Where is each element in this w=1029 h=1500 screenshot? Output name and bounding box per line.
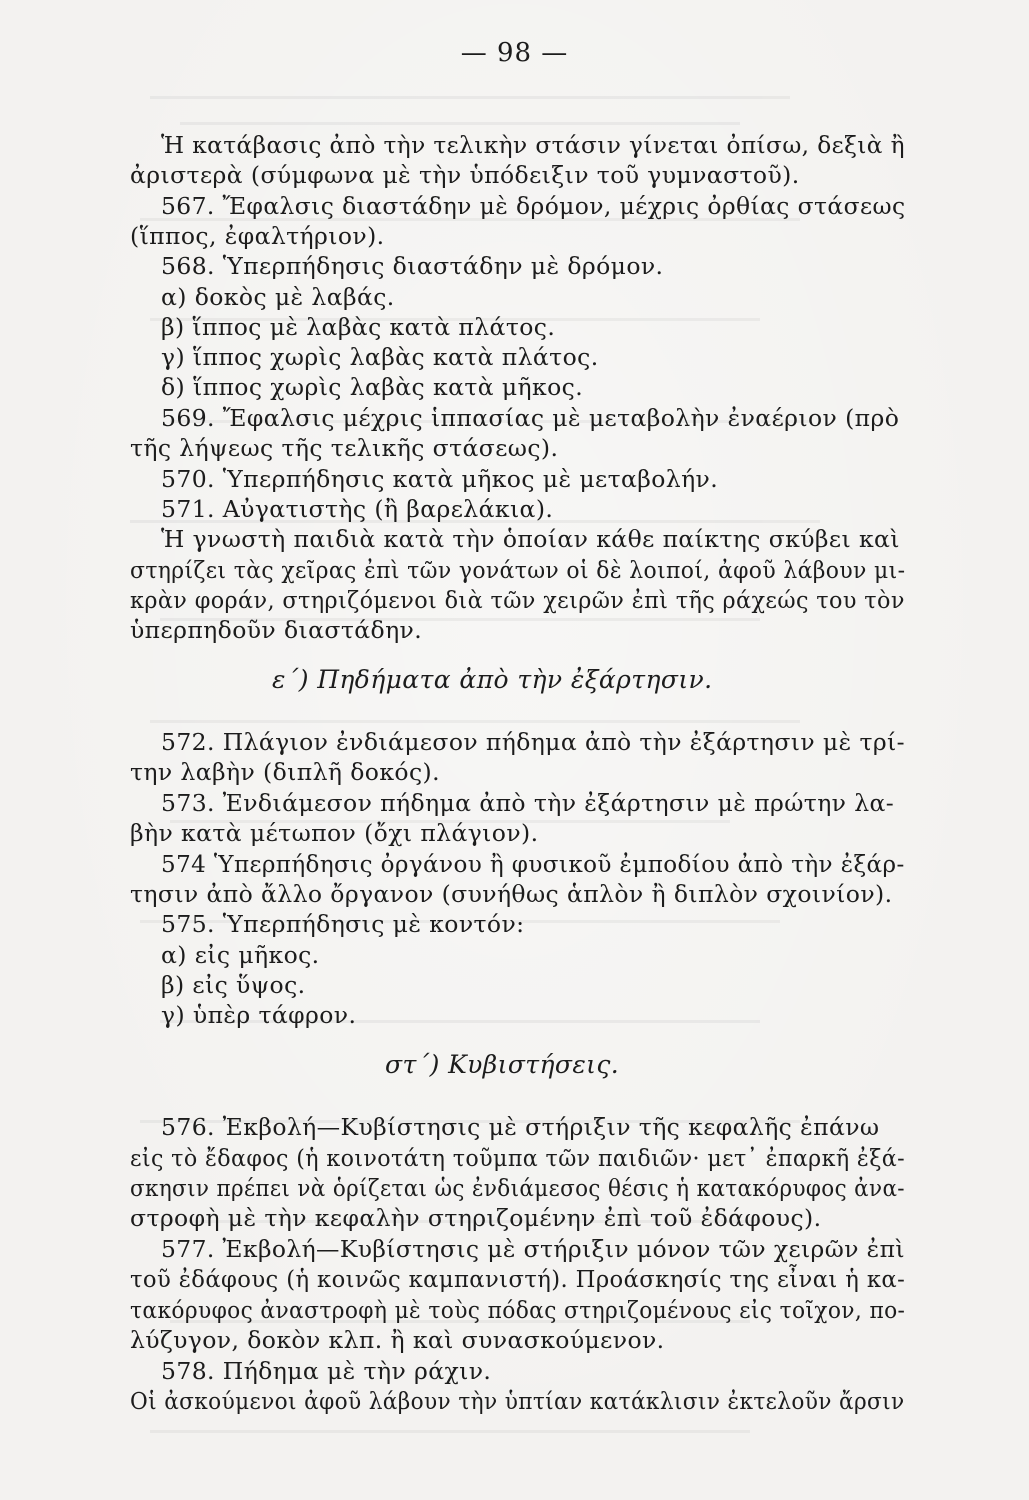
list-item: γ) ὑπὲρ τάφρον. — [161, 1001, 357, 1029]
body-line: εἰς τὸ ἔδαφος (ἡ κοινοτάτη τοῦμπα τῶν παιδιῶν· μετ᾽ ἐπαρκῆ ἐξά- — [130, 1144, 906, 1172]
body-line: τησιν ἀπὸ ἄλλο ὄργανον (συνήθως ἁπλὸν ἢ διπλὸν σχοινίον). — [130, 880, 893, 908]
list-item: α) εἰς μῆκος. — [161, 941, 320, 969]
section-heading: στ΄) Κυβιστήσεις. — [385, 1050, 620, 1079]
body-line: 572. Πλάγιον ἐνδιάμεσον πήδημα ἀπὸ τὴν ἐξάρτησιν μὲ τρί- — [161, 728, 905, 756]
body-line: τοῦ ἐδάφους (ἡ κοινῶς καμπανιστή). Προάσκησίς της εἶναι ἡ κα- — [130, 1265, 906, 1293]
body-line: την λαβὴν (διπλῆ δοκός). — [130, 758, 440, 786]
body-line: Οἱ ἀσκούμενοι ἀφοῦ λάβουν τὴν ὑπτίαν κατάκλισιν ἐκτελοῦν ἄρσιν — [130, 1387, 905, 1415]
body-line: ἀριστερὰ (σύμφωνα μὲ τὴν ὑπόδειξιν τοῦ γυμναστοῦ). — [130, 161, 800, 189]
body-line: 575. Ὑπερπήδησις μὲ κοντόν: — [161, 910, 525, 938]
section-heading: ε΄) Πηδήματα ἀπὸ τὴν ἐξάρτησιν. — [272, 665, 713, 694]
body-line: σκησιν πρέπει νὰ ὁρίζεται ὡς ἐνδιάμεσος θέσις ἡ κατακόρυφος ἀνα- — [130, 1174, 905, 1202]
body-line: 576. Ἐκβολή—Κυβίστησις μὲ στήριξιν τῆς κεφαλῆς ἐπάνω — [161, 1113, 880, 1141]
body-line: (ἵππος, ἐφαλτήριον). — [130, 222, 385, 250]
body-line: 570. Ὑπερπήδησις κατὰ μῆκος μὲ μεταβολήν. — [161, 465, 719, 493]
list-item: β) ἵππος μὲ λαβὰς κατὰ πλάτος. — [161, 313, 556, 341]
body-line: στηρίζει τὰς χεῖρας ἐπὶ τῶν γονάτων οἱ δὲ λοιποί, ἀφοῦ λάβουν μι- — [130, 556, 906, 584]
body-line: 578. Πήδημα μὲ τὴν ράχιν. — [161, 1357, 492, 1385]
body-line: τῆς λήψεως τῆς τελικῆς στάσεως). — [130, 434, 559, 462]
body-line: 573. Ἐνδιάμεσον πήδημα ἀπὸ τὴν ἐξάρτησιν μὲ πρώτην λα- — [161, 789, 895, 817]
body-line: 568. Ὑπερπήδησις διαστάδην μὲ δρόμον. — [161, 252, 664, 280]
list-item: β) εἰς ὕψος. — [161, 971, 306, 999]
body-line: κρὰν φοράν, στηριζόμενοι διὰ τῶν χειρῶν ἐπὶ τῆς ράχεώς του τὸν — [130, 586, 905, 614]
list-item: γ) ἵππος χωρὶς λαβὰς κατὰ πλάτος. — [161, 343, 599, 371]
body-line: Ἡ γνωστὴ παιδιὰ κατὰ τὴν ὁποίαν κάθε παίκτης σκύβει καὶ — [161, 525, 900, 553]
body-line: λύζυγον, δοκὸν κλπ. ἢ καὶ συνασκούμενον. — [130, 1326, 665, 1354]
body-line: Ἡ κατάβασις ἀπὸ τὴν τελικὴν στάσιν γίνεται ὀπίσω, δεξιὰ ἢ — [161, 131, 906, 159]
list-item: δ) ἵππος χωρὶς λαβὰς κατὰ μῆκος. — [161, 373, 584, 401]
body-line: βὴν κατὰ μέτωπον (ὄχι πλάγιον). — [130, 819, 539, 847]
body-line: 571. Αὐγατιστὴς (ἢ βαρελάκια). — [161, 495, 554, 523]
list-item: α) δοκὸς μὲ λαβάς. — [161, 283, 395, 311]
body-line: ὑπερπηδοῦν διαστάδην. — [130, 616, 423, 644]
body-line: στροφὴ μὲ τὴν κεφαλὴν στηριζομένην ἐπὶ τοῦ ἐδάφους). — [130, 1204, 822, 1232]
body-line: 567. Ἔφαλσις διαστάδην μὲ δρόμον, μέχρις ὀρθίας στάσεως — [161, 192, 906, 220]
body-line: 574 Ὑπερπήδησις ὀργάνου ἢ φυσικοῦ ἐμποδίου ἀπὸ τὴν ἐξάρ- — [161, 850, 905, 878]
page-number: — 98 — — [460, 38, 569, 68]
body-line: 569. Ἔφαλσις μέχρις ἱππασίας μὲ μεταβολὴν ἐναέριον (πρὸ — [161, 404, 900, 432]
body-line: 577. Ἐκβολή—Κυβίστησις μὲ στήριξιν μόνον τῶν χειρῶν ἐπὶ — [161, 1235, 905, 1263]
body-line: τακόρυφος ἀναστροφὴ μὲ τοὺς πόδας στηριζομένους εἰς τοῖχον, πο- — [130, 1296, 906, 1324]
